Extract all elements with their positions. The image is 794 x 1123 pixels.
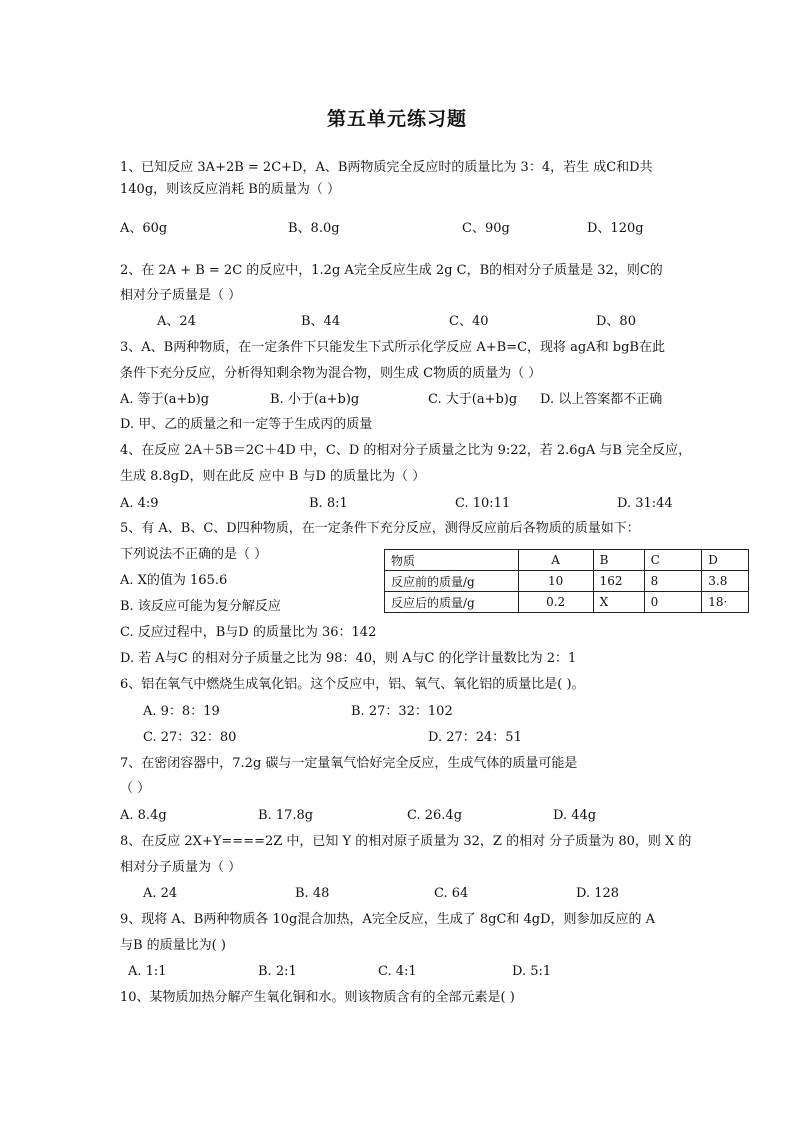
q3-line2: 条件下充分反应，分析得知剩余物为混合物，则生成 C物质的质量为（ ） xyxy=(120,366,542,381)
table-cell: 0 xyxy=(644,592,702,613)
q5-line2: 下列说法不正确的是（ ） xyxy=(120,547,268,562)
q8-option-b: B. 48 xyxy=(295,886,330,901)
q4-line1: 4、在反应 2A＋5B＝2C＋4D 中，C、D 的相对分子质量之比为 9:22，若 2.6gA 与B 完全反应， xyxy=(120,443,692,458)
table-cell: 反应后的质量/g xyxy=(385,592,519,613)
q9-option-b: B. 2:1 xyxy=(258,964,297,979)
q5-mass-table xyxy=(384,549,749,613)
q5-line1: 5、有 A、B、C、D四种物质，在一定条件下充分反应，测得反应前后各物质的质量如下： xyxy=(120,521,640,536)
q8-line1: 8、在反应 2X+Y====2Z 中，已知 Y 的相对原子质量为 32，Z 的相对 分子质量为 80，则 X 的 xyxy=(120,834,692,849)
table-header-row xyxy=(385,550,749,571)
q7-option-a: A. 8.4g xyxy=(120,808,167,823)
q1-option-d: D、120g xyxy=(587,221,644,236)
q9-option-c: C. 4:1 xyxy=(378,964,417,979)
q3-line1: 3、A、B两种物质，在一定条件下只能发生下式所示化学反应 A+B=C，现将 agA和 bgB在此 xyxy=(120,340,665,355)
q9-line2: 与B 的质量比为( ) xyxy=(120,938,226,953)
q2-option-b: B、44 xyxy=(301,314,341,329)
q5-option-a: A. X的值为 165.6 xyxy=(120,573,228,588)
q6-option-c: C. 27：32：80 xyxy=(143,730,237,745)
q2-option-c: C、40 xyxy=(449,314,489,329)
q8-line2: 相对分子质量为（ ） xyxy=(120,860,242,875)
q5-option-d: D. 若 A与C 的相对分子质量之比为 98：40，则 A与C 的化学计量数比为 2：1 xyxy=(120,651,577,666)
q2-option-d: D、80 xyxy=(596,314,636,329)
q7-option-c: C. 26.4g xyxy=(407,808,463,823)
page-title: 第五单元练习题 xyxy=(326,108,467,130)
table-header-cell: A xyxy=(518,550,593,571)
q5-option-c: C. 反应过程中，B与D 的质量比为 36：142 xyxy=(120,625,377,640)
table-cell: 10 xyxy=(518,571,593,592)
table-header-cell: C xyxy=(644,550,702,571)
q7-line2: （ ） xyxy=(120,781,151,796)
table-cell: 反应前的质量/g xyxy=(385,571,519,592)
q7-option-d: D. 44g xyxy=(553,808,597,823)
q9-line1: 9、现将 A、B两种物质各 10g混合加热，A完全反应，生成了 8gC和 4gD，则参加反应的 A xyxy=(120,912,656,927)
q8-option-c: C. 64 xyxy=(434,886,469,901)
q6-line1: 6、铝在氧气中燃烧生成氧化铝。这个反应中，铝、氧气、氧化铝的质量比是( )。 xyxy=(120,677,585,692)
q1-option-c: C、90g xyxy=(462,221,510,236)
q4-line2: 生成 8.8gD，则在此反 应中 B 与D 的质量比为（ ） xyxy=(120,469,426,484)
q9-option-a: A. 1:1 xyxy=(128,964,167,979)
q4-option-c: C. 10:11 xyxy=(455,496,511,511)
q4-option-a: A. 4:9 xyxy=(120,496,159,511)
q3-option-b: B. 小于(a+b)g xyxy=(270,392,360,407)
q1-line1: 1、已知反应 3A+2B = 2C+D，A、B两物质完全反应时的质量比为 3：4，若生 成C和D共 xyxy=(120,160,653,175)
q3-option-e: D. 甲、乙的质量之和一定等于生成丙的质量 xyxy=(120,417,373,432)
q1-option-a: A、60g xyxy=(120,221,168,236)
q3-option-d: D. 以上答案都不正确 xyxy=(540,392,663,407)
table-cell: 162 xyxy=(593,571,644,592)
q3-option-a: A. 等于(a+b)g xyxy=(120,392,210,407)
q3-option-c: C. 大于(a+b)g xyxy=(428,392,518,407)
table-row xyxy=(385,571,749,592)
q8-option-d: D. 128 xyxy=(576,886,620,901)
q4-option-d: D. 31:44 xyxy=(617,496,673,511)
q1-line2: 140g，则该反应消耗 B的质量为（ ） xyxy=(120,182,340,197)
q2-line2: 相对分子质量是（ ） xyxy=(120,288,242,303)
q2-option-a: A、24 xyxy=(157,314,196,329)
q9-option-d: D. 5:1 xyxy=(512,964,552,979)
q8-option-a: A. 24 xyxy=(143,886,178,901)
table-header-cell: D xyxy=(702,550,749,571)
q10-line1: 10、某物质加热分解产生氧化铜和水。则该物质含有的全部元素是( ) xyxy=(120,990,515,1005)
q7-line1: 7、在密闭容器中，7.2g 碳与一定量氧气恰好完全反应，生成气体的质量可能是 xyxy=(120,756,578,771)
table-header-cell: 物质 xyxy=(385,550,519,571)
table-cell: 3.8 xyxy=(702,571,749,592)
table-cell: X xyxy=(593,592,644,613)
table-cell: 8 xyxy=(644,571,702,592)
table-header-cell: B xyxy=(593,550,644,571)
table-cell: 0.2 xyxy=(518,592,593,613)
q6-option-b: B. 27：32：102 xyxy=(351,704,453,719)
q2-line1: 2、在 2A + B = 2C 的反应中，1.2g A完全反应生成 2g C，B的相对分子质量是 32，则C的 xyxy=(120,263,663,278)
q5-option-b: B. 该反应可能为复分解反应 xyxy=(120,599,281,614)
q4-option-b: B. 8:1 xyxy=(309,496,348,511)
q6-option-a: A. 9：8：19 xyxy=(143,704,220,719)
q7-option-b: B. 17.8g xyxy=(258,808,314,823)
q1-option-b: B、8.0g xyxy=(288,221,340,236)
q6-option-d: D. 27：24：51 xyxy=(428,730,522,745)
table-cell: 18· xyxy=(702,592,749,613)
table-row xyxy=(385,592,749,613)
